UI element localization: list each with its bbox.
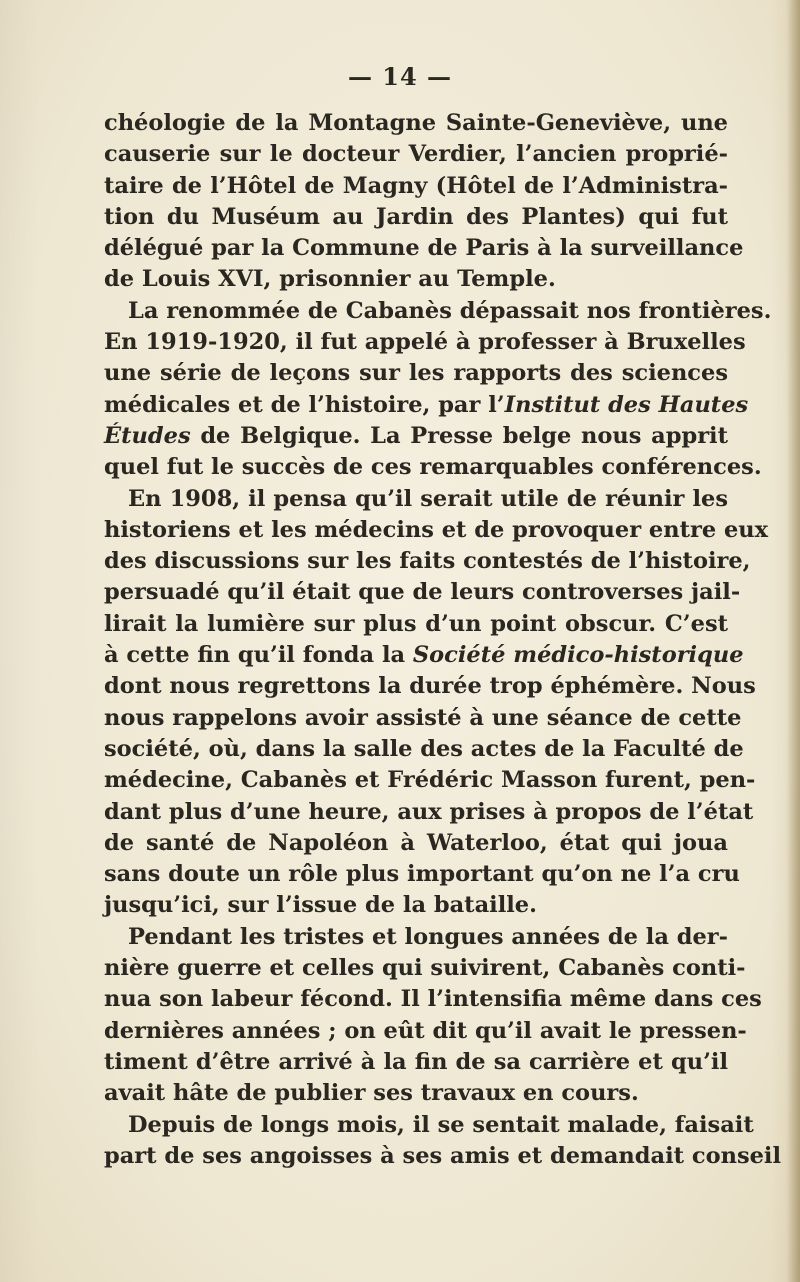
text-line: dont nous regrettons la durée trop éphémère. Nous xyxy=(104,673,756,700)
paragraph-first-line: Depuis de longs mois, il se sentait malade, faisait xyxy=(128,1111,754,1138)
italic-title: Société médico-historique xyxy=(412,642,744,669)
text-line: sans doute un rôle plus important qu’on ne l’a cru xyxy=(104,861,740,888)
text-line xyxy=(104,390,749,421)
text-line: avait hâte de publier ses travaux en cours. xyxy=(104,1080,639,1107)
text-line: dant plus d’une heure, aux prises à propos de l’état xyxy=(104,798,754,825)
text-line: de Louis XVI, prisonnier au Temple. xyxy=(104,266,556,293)
paragraph-first-line: Pendant les tristes et longues années de la der- xyxy=(128,923,728,950)
body-text xyxy=(104,108,782,1172)
text-line: persuadé qu’il était que de leurs controverses jail- xyxy=(104,579,741,606)
paragraph-first-line: La renommée de Cabanès dépassait nos frontières. xyxy=(128,297,772,324)
text-line xyxy=(104,421,728,452)
text-line: historiens et les médecins et de provoquer entre eux xyxy=(104,516,769,543)
text-line: part de ses angoisses à ses amis et demandait conseil xyxy=(104,1142,782,1169)
text-line: lirait la lumière sur plus d’un point obscur. C’est xyxy=(104,610,728,637)
text-line: dernières années ; on eût dit qu’il avait le pressen- xyxy=(104,1017,747,1044)
text-line: En 1919-1920, il fut appelé à professer à Bruxelles xyxy=(104,329,746,356)
text-line: timent d’être arrivé à la fin de sa carrière et qu’il xyxy=(104,1048,728,1075)
page-edge-shadow xyxy=(786,0,800,1282)
text-line: des discussions sur les faits contestés de l’histoire, xyxy=(104,548,751,575)
text-line: quel fut le succès de ces remarquables conférences. xyxy=(104,454,762,481)
text-line: jusqu’ici, sur l’issue de la bataille. xyxy=(104,892,537,919)
text-line: nous rappelons avoir assisté à une séance de cette xyxy=(104,704,742,731)
text-line: de santé de Napoléon à Waterloo, état qui joua xyxy=(104,829,728,856)
text-line: causerie sur le docteur Verdier, l’ancien proprié- xyxy=(104,141,728,168)
text-segment: de Belgique. La Presse belge nous apprit xyxy=(190,422,728,449)
text-segment: médicales et de l’histoire, par l’ xyxy=(104,391,505,418)
text-line: nua son labeur fécond. Il l’intensifia même dans ces xyxy=(104,986,762,1013)
text-line: tion du Muséum au Jardin des Plantes) qui fut xyxy=(104,203,728,230)
text-line: une série de leçons sur les rapports des sciences xyxy=(104,360,728,387)
text-line: délégué par la Commune de Paris à la surveillance xyxy=(104,235,744,262)
paragraph-first-line: En 1908, il pensa qu’il serait utile de réunir les xyxy=(128,485,728,512)
page-number: — 14 — xyxy=(347,62,453,91)
text-line: médecine, Cabanès et Frédéric Masson furent, pen- xyxy=(104,767,756,794)
text-line xyxy=(104,640,744,671)
text-line: chéologie de la Montagne Sainte-Geneviève, une xyxy=(104,110,728,136)
text-line: nière guerre et celles qui suivirent, Cabanès conti- xyxy=(104,955,746,982)
italic-title: Études xyxy=(104,422,191,449)
text-line: société, où, dans la salle des actes de la Faculté de xyxy=(104,735,744,762)
text-line: taire de l’Hôtel de Magny (Hôtel de l’Administra- xyxy=(104,172,728,199)
text-segment: à cette fin qu’il fonda la xyxy=(104,642,413,669)
italic-title: Institut des Hautes xyxy=(504,391,749,418)
